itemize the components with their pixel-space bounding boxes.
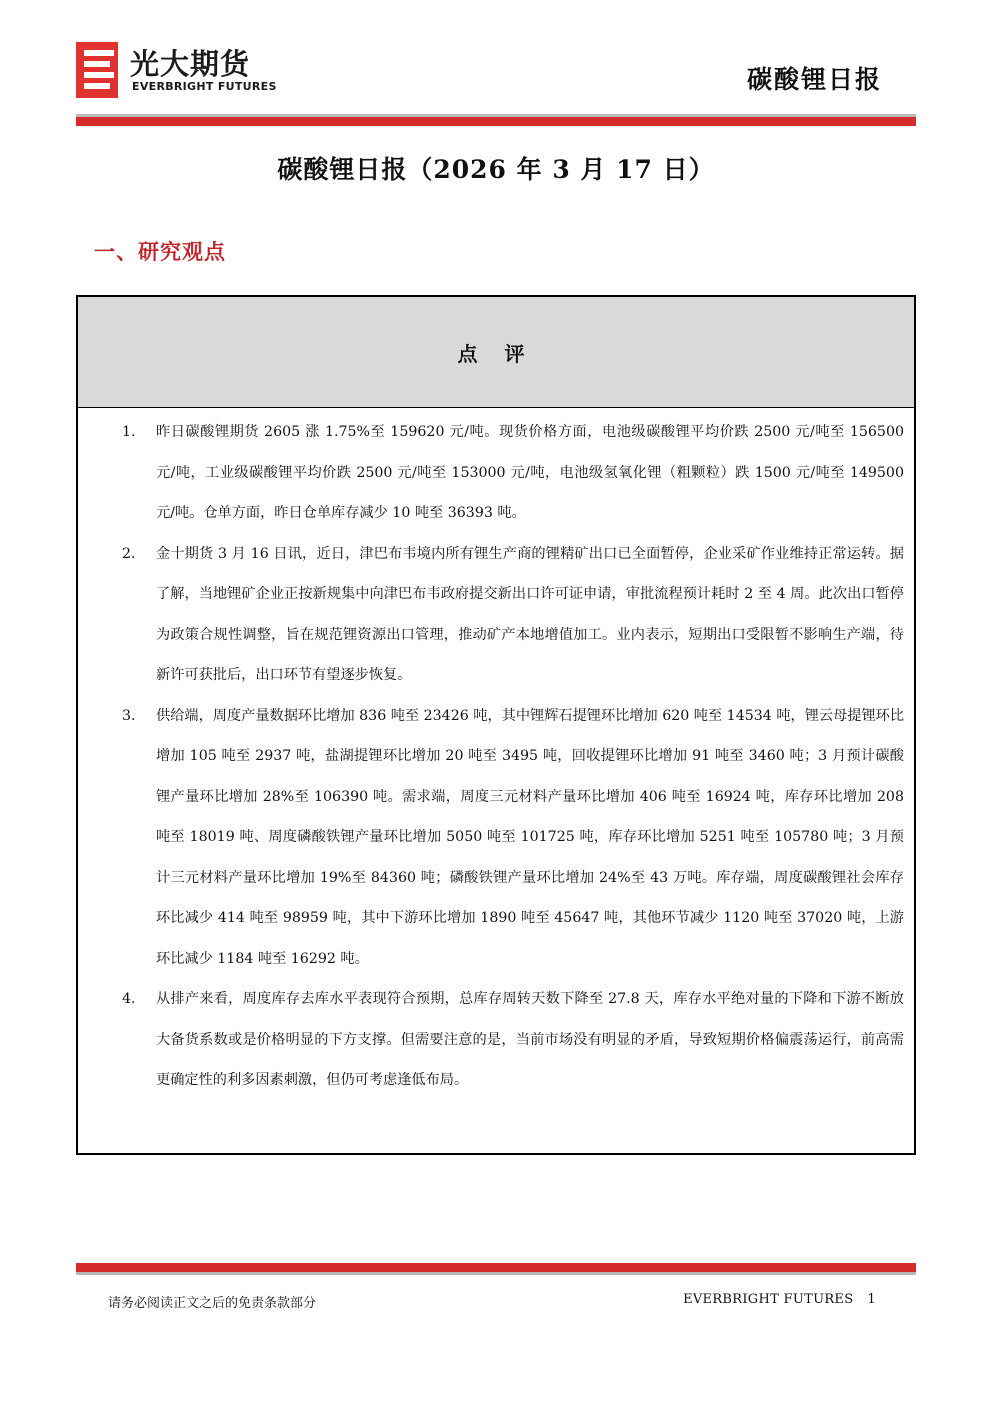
document-title: 碳酸锂日报（2026 年 3 月 17 日） (277, 155, 715, 184)
header-report-title: 碳酸锂日报 (746, 65, 882, 94)
point-number: 1. (122, 424, 136, 440)
brand-name-en: EVERBRIGHT FUTURES (132, 80, 277, 93)
point-number: 3. (122, 707, 136, 724)
table-header-label: 点 评 (457, 341, 535, 366)
commentary-point (78, 696, 904, 980)
everbright-logo-icon (76, 42, 118, 98)
point-text: 从排产来看，周度库存去库水平表现符合预期，总库存周转天数下降至 27.8 天，库存水平绝对量的下降和下游不断放大备货系数或是价格明显的下方支撑。但需要注意的是，当前市场没有明显的矛盾，导致短期价格偏震荡运行，前高需更确定性的利多因素刺激，但仍可考虑逢低布局。 (156, 991, 904, 1088)
commentary-point (78, 412, 904, 534)
commentary-table (76, 295, 916, 1155)
footer-disclaimer: 请务必阅读正文之后的免责条款部分 (108, 1296, 317, 1311)
point-text: 金十期货 3 月 16 日讯，近日，津巴布韦境内所有锂生产商的锂精矿出口已全面暂停，企业采矿作业维持正常运转。据了解，当地锂矿企业正按新规集中向津巴布韦政府提交新出口许可证申请，审批流程预计耗时 2 至 4 周。此次出口暂停为政策合规性调整，旨在规范锂资源出口管理，推动矿产本地增值加工。业内表示，短期出口受限暂不影响生产端，待新许可获批后，出口环节有望逐步恢复。 (156, 545, 904, 683)
point-number: 2. (122, 545, 136, 562)
commentary-point (78, 534, 904, 696)
page-number: 1 (867, 1292, 876, 1307)
section-heading: 一、研究观点 (94, 240, 226, 264)
point-text: 昨日碳酸锂期货 2605 涨 1.75%至 159620 元/吨。现货价格方面，电池级碳酸锂平均价跌 2500 元/吨至 156500 元/吨，工业级碳酸锂平均价跌 2500 元/吨至 153000 元/吨，电池级氢氧化锂（粗颗粒）跌 1500 元/吨至 149500 元/吨。仓单方面，昨日仓单库存减少 10 吨至 36393 吨。 (156, 424, 904, 521)
commentary-point (78, 979, 904, 1101)
table-header (78, 297, 914, 408)
footer-divider (76, 1263, 916, 1275)
header-divider (76, 114, 916, 126)
point-text: 供给端，周度产量数据环比增加 836 吨至 23426 吨，其中锂辉石提锂环比增加 620 吨至 14534 吨，锂云母提锂环比增加 105 吨至 2937 吨，盐湖提锂环比增加 20 吨至 3495 吨，回收提锂环比增加 91 吨至 3460 吨；3 月预计碳酸锂产量环比增加 28%至 106390 吨。需求端，周度三元材料产量环比增加 406 吨至 16924 吨，库存环比增加 208 吨至 18019 吨、周度磷酸铁锂产量环比增加 5050 吨至 101725 吨，库存环比增加 5251 吨至 105780 吨；3 月预计三元材料产量环比增加 19%至 84360 吨；磷酸铁锂产量环比增加 24%至 43 万吨。库存端，周度碳酸锂社会库存环比减少 414 吨至 98959 吨，其中下游环比增加 1890 吨至 45647 吨，其他环节减少 1120 吨至 37020 吨，上游环比减少 1184 吨至 16292 吨。 (156, 707, 905, 967)
point-number: 4. (122, 991, 136, 1007)
footer-company-name: EVERBRIGHT FUTURES (683, 1292, 854, 1307)
table-body (78, 408, 914, 1101)
brand-logo (76, 40, 316, 100)
footer-company (683, 1292, 876, 1307)
brand-name-cn: 光大期货 (130, 47, 251, 81)
